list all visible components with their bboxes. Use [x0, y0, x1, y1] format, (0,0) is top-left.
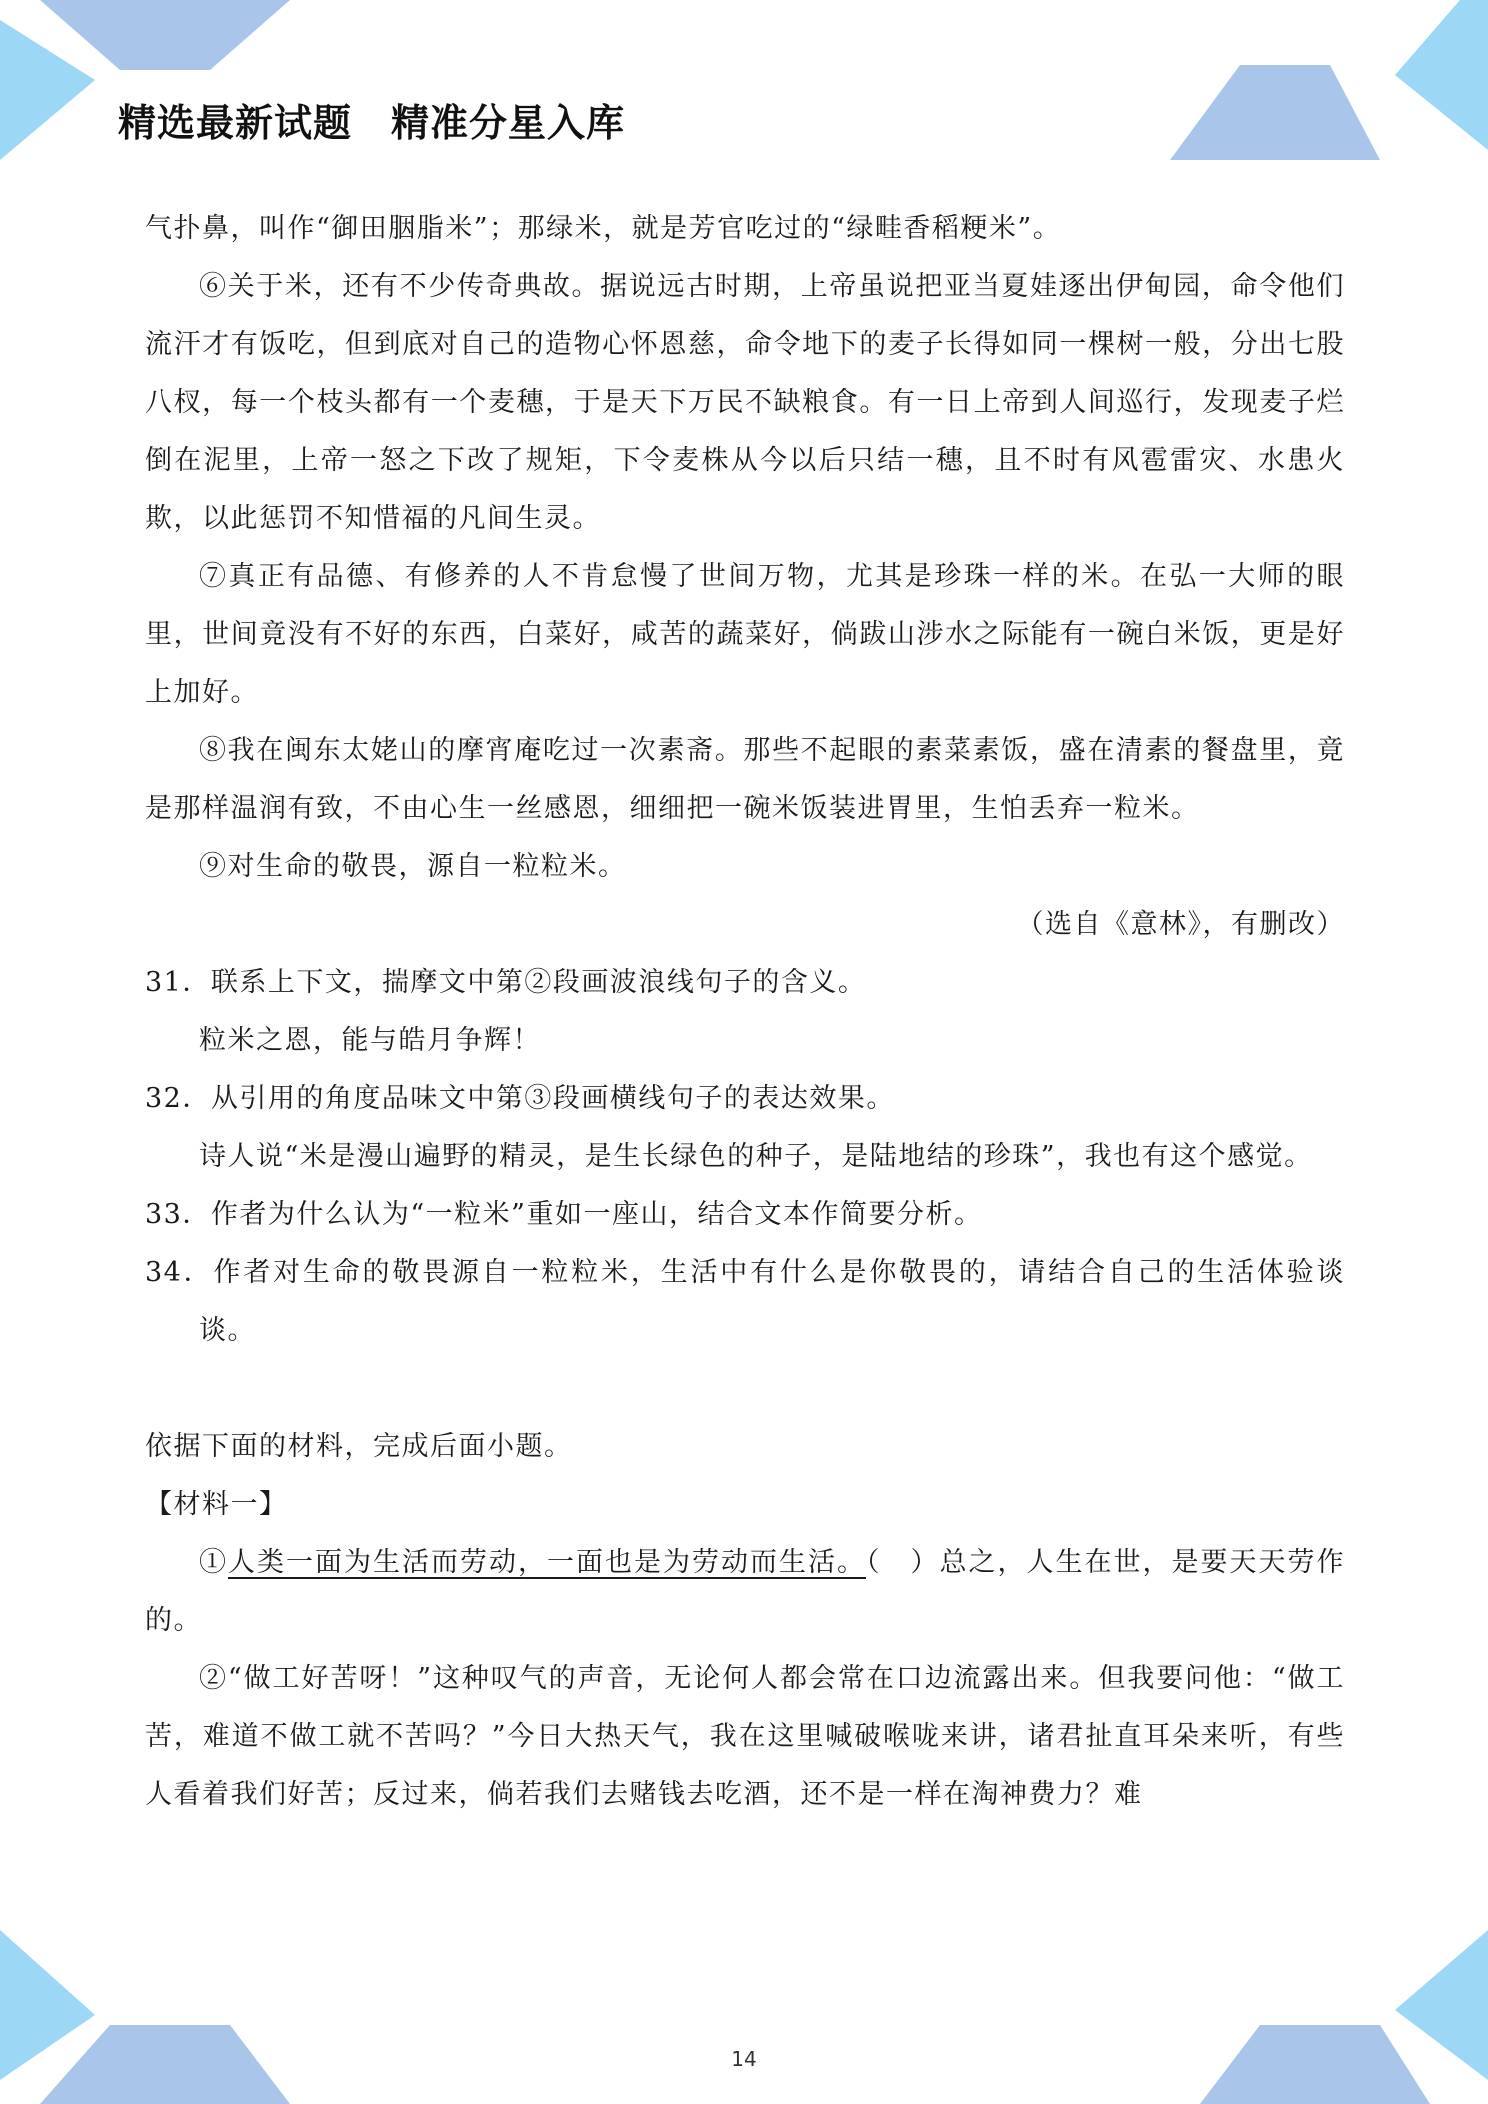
passage-paragraph-7: ⑦真正有品德、有修养的人不肯怠慢了世间万物，尤其是珍珠一样的米。在弘一大师的眼里，世间竟没有不好的东西，白菜好，咸苦的蔬菜好，倘跋山涉水之际能有一碗白米饭，更是好上加好。: [145, 561, 1345, 708]
passage-paragraph-9: ⑨对生命的敬畏，源自一粒粒米。: [199, 851, 627, 882]
bottom-right-decoration: [1170, 1930, 1488, 2104]
paragraph-rest: （ ）总之，人生在世，是要天天劳作的。: [145, 1547, 1345, 1636]
passage-paragraph-6: ⑥关于米，还有不少传奇典故。据说远古时期，上帝虽说把亚当夏娃逐出伊甸园，命令他们流汗才有饭吃，但到底对自己的造物心怀恩慈，命令地下的麦子长得如同一棵树一般，分出七股八杈，每一个枝头都有一个麦穗，于是天下万民不缺粮食。有一日上帝到人间巡行，发现麦子烂倒在泥里，上帝一怒之下改了规矩，下令麦株从今以后只结一穗，且不时有风雹雷灾、水患火欺，以此惩罚不知惜福的凡间生灵。: [145, 271, 1345, 534]
page-number: 14: [731, 2047, 757, 2071]
document-body: [145, 200, 1345, 1824]
bottom-left-decoration: [0, 1930, 300, 2104]
section-instruction: 依据下面的材料，完成后面小题。: [145, 1431, 573, 1462]
question-31: 31．联系上下文，揣摩文中第②段画波浪线句子的含义。: [145, 967, 867, 998]
question-32-quote: 诗人说“米是漫山遍野的精灵，是生长绿色的种子，是陆地结的珍珠”，我也有这个感觉。: [199, 1141, 1313, 1172]
section-gap: [145, 1360, 1345, 1418]
deco-triangle-light: [1395, 0, 1488, 150]
material-paragraph-2: ②“做工好苦呀！”这种叹气的声音，无论何人都会常在口边流露出来。但我要问他：“做工苦，难道不做工就不苦吗？”今日大热天气，我在这里喊破喉咙来讲，诸君扯直耳朵来听，有些人看着我们好苦；反过来，倘若我们去赌钱去吃酒，还不是一样在淘神费力？难: [145, 1663, 1345, 1810]
passage-paragraph-5-end: 气扑鼻，叫作“御田胭脂米”；那绿米，就是芳官吃过的“绿畦香稻粳米”。: [145, 213, 1062, 244]
deco-trapezoid-blue: [1170, 65, 1380, 160]
material-label: 【材料一】: [145, 1489, 288, 1520]
source-citation: （选自《意林》，有删改）: [1016, 909, 1345, 940]
question-34: 34．作者对生命的敬畏源自一粒粒米，生活中有什么是你敬畏的，请结合自己的生活体验谈谈。: [145, 1257, 1345, 1346]
question-33: 33．作者为什么认为“一粒米”重如一座山，结合文本作简要分析。: [145, 1199, 983, 1230]
paragraph-number: ①: [199, 1547, 228, 1578]
underlined-sentence: 人类一面为生活而劳动，一面也是为劳动而生活。: [228, 1547, 866, 1578]
deco-triangle-light: [0, 20, 95, 160]
question-32: 32．从引用的角度品味文中第③段画横线句子的表达效果。: [145, 1083, 895, 1114]
material-paragraph-1: [145, 1534, 1345, 1650]
header-title: 精选最新试题 精准分星入库: [118, 101, 626, 145]
top-right-decoration: [1170, 0, 1488, 170]
passage-paragraph-8: ⑧我在闽东太姥山的摩宵庵吃过一次素斋。那些不起眼的素菜素饭，盛在清素的餐盘里，竟是那样温润有致，不由心生一丝感恩，细细把一碗米饭装进胃里，生怕丢弃一粒米。: [145, 735, 1345, 824]
question-31-quote: 粒米之恩，能与皓月争辉！: [199, 1025, 541, 1056]
deco-trapezoid-blue: [40, 0, 290, 70]
